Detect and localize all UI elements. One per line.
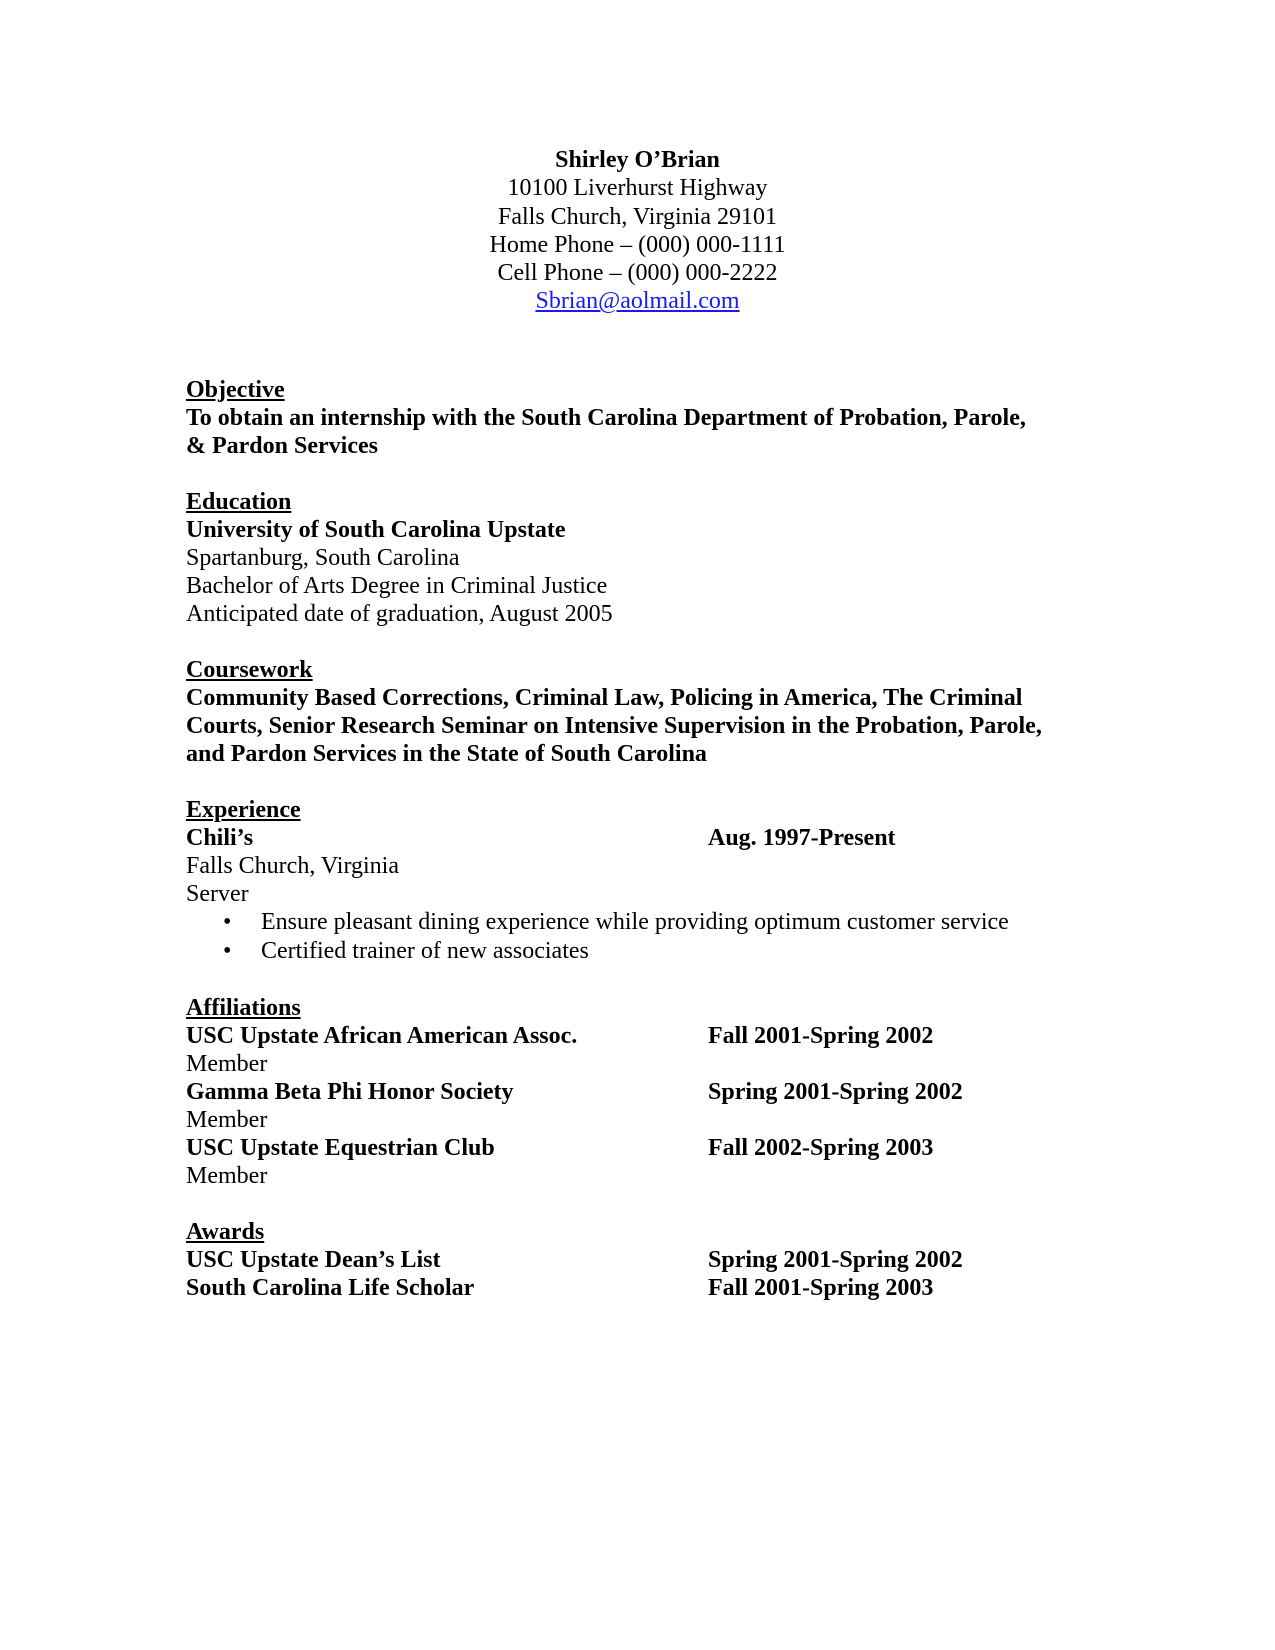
- affiliation-name: USC Upstate African American Assoc.: [186, 1023, 578, 1049]
- degree: Bachelor of Arts Degree in Criminal Justice: [186, 573, 608, 599]
- affiliation-name: USC Upstate Equestrian Club: [186, 1135, 495, 1161]
- education-section: [186, 488, 1086, 628]
- affiliation-role: Member: [186, 1163, 268, 1189]
- graduation-date: Anticipated date of graduation, August 2005: [186, 601, 613, 627]
- awards-heading: Awards: [186, 1219, 265, 1245]
- affiliation-dates: Fall 2001-Spring 2002: [708, 1023, 934, 1049]
- duty-text: Certified trainer of new associates: [261, 938, 589, 964]
- awards-section: [186, 1218, 1086, 1302]
- coursework-heading: Coursework: [186, 657, 313, 683]
- coursework-line: and Pardon Services in the State of South Carolina: [186, 741, 707, 767]
- list-item: [186, 908, 1086, 937]
- affiliations-section: [186, 994, 1086, 1190]
- experience-section: [186, 796, 1086, 966]
- affiliation-role: Member: [186, 1051, 268, 1077]
- applicant-name: Shirley O’Brian: [555, 147, 720, 173]
- objective-line: & Pardon Services: [186, 433, 378, 459]
- affiliation-role: Member: [186, 1107, 268, 1133]
- employment-dates: Aug. 1997-Present: [708, 825, 896, 851]
- bullet-icon: •: [223, 938, 232, 964]
- affiliation-row: [186, 1022, 1086, 1050]
- award-name: South Carolina Life Scholar: [186, 1275, 475, 1301]
- award-row: [186, 1246, 1086, 1274]
- affiliation-dates: Spring 2001-Spring 2002: [708, 1079, 963, 1105]
- resume-body: [186, 376, 1086, 1302]
- affiliations-heading: Affiliations: [186, 995, 301, 1021]
- affiliation-name: Gamma Beta Phi Honor Society: [186, 1079, 514, 1105]
- employer-location: Falls Church, Virginia: [186, 853, 399, 879]
- objective-line: To obtain an internship with the South Carolina Department of Probation, Parole,: [186, 405, 1026, 431]
- school-name: University of South Carolina Upstate: [186, 517, 566, 543]
- objective-heading: Objective: [186, 377, 285, 403]
- street-address: 10100 Liverhurst Highway: [507, 175, 768, 202]
- bullet-icon: •: [223, 909, 232, 935]
- duty-text: Ensure pleasant dining experience while providing optimum customer service: [261, 909, 1009, 935]
- city-state-zip: Falls Church, Virginia 29101: [498, 203, 777, 230]
- job-position: Server: [186, 881, 249, 907]
- email-link[interactable]: Sbrian@aolmail.com: [535, 288, 740, 315]
- award-dates: Fall 2001-Spring 2003: [708, 1275, 934, 1301]
- coursework-section: [186, 656, 1086, 768]
- school-location: Spartanburg, South Carolina: [186, 545, 460, 571]
- duties-list: [186, 908, 1086, 966]
- home-phone: Home Phone – (000) 000-1111: [489, 231, 786, 258]
- employer-row: [186, 824, 1086, 852]
- award-name: USC Upstate Dean’s List: [186, 1247, 441, 1273]
- list-item: [186, 937, 1086, 966]
- contact-header: [0, 146, 1275, 316]
- employer-name: Chili’s: [186, 825, 254, 851]
- coursework-line: Courts, Senior Research Seminar on Intensive Supervision in the Probation, Parole,: [186, 713, 1042, 739]
- objective-section: [186, 376, 1086, 460]
- coursework-line: Community Based Corrections, Criminal Law, Policing in America, The Criminal: [186, 685, 1023, 711]
- cell-phone: Cell Phone – (000) 000-2222: [497, 260, 778, 287]
- award-dates: Spring 2001-Spring 2002: [708, 1247, 963, 1273]
- affiliation-row: [186, 1078, 1086, 1106]
- experience-heading: Experience: [186, 797, 301, 823]
- affiliation-row: [186, 1134, 1086, 1162]
- education-heading: Education: [186, 489, 292, 515]
- award-row: [186, 1274, 1086, 1302]
- affiliation-dates: Fall 2002-Spring 2003: [708, 1135, 934, 1161]
